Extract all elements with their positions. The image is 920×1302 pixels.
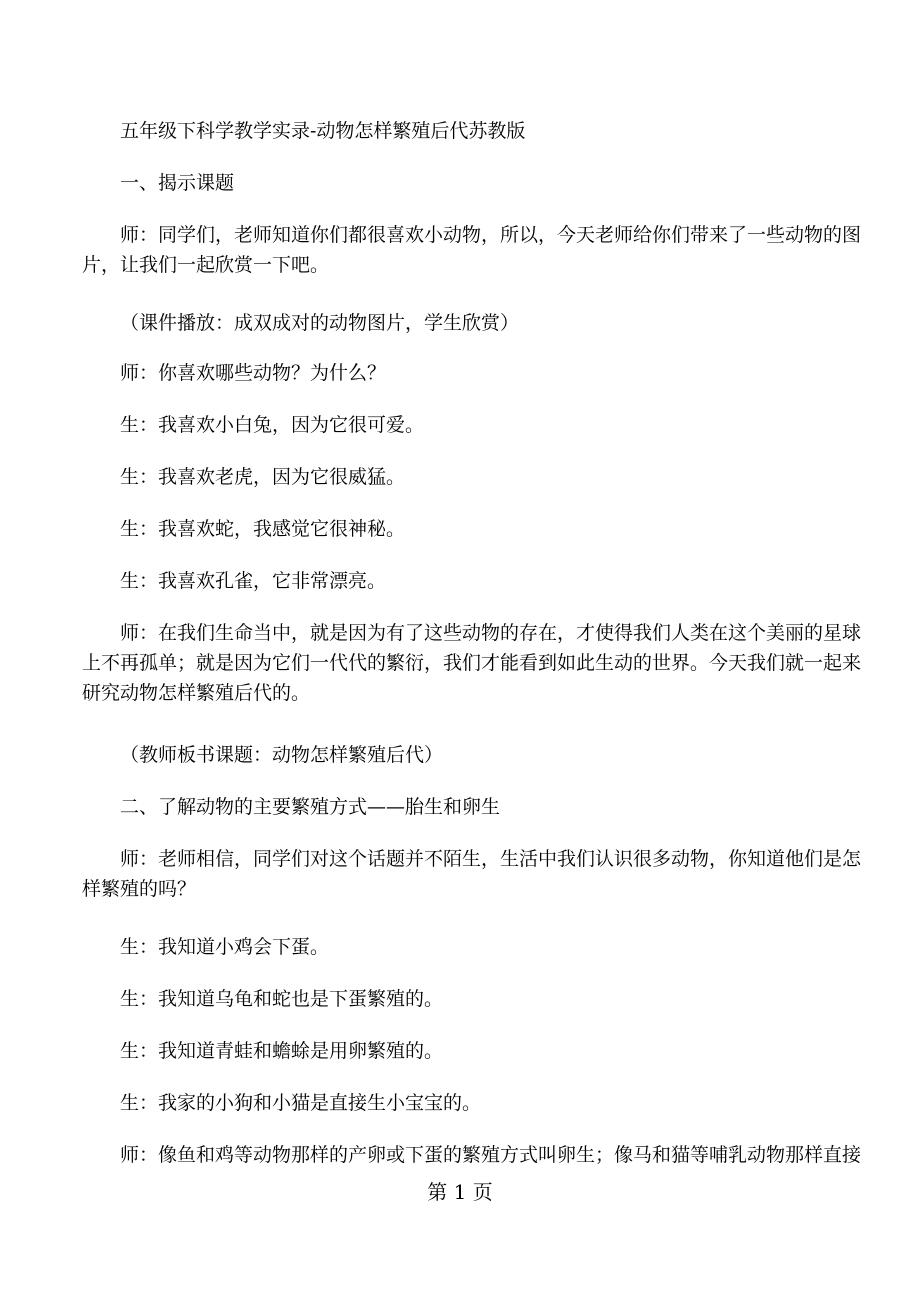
paragraph-line: 生：我知道乌龟和蛇也是下蛋繁殖的。	[120, 988, 444, 1010]
page-footer: 第 1 页	[427, 1180, 493, 1204]
paragraph-line: 生：我喜欢孔雀，它非常漂亮。	[120, 570, 387, 592]
paragraph-line: （课件播放：成双成对的动物图片，学生欣赏）	[120, 312, 520, 334]
paragraph-line: 研究动物怎样繁殖后代的。	[82, 682, 311, 704]
paragraph-line: 生：我知道青蛙和蟾蜍是用卵繁殖的。	[120, 1040, 444, 1062]
paragraph-line: 一、揭示课题	[120, 172, 235, 194]
paragraph-line: 生：我喜欢小白兔，因为它很可爱。	[120, 414, 425, 436]
document-title: 五年级下科学教学实录-动物怎样繁殖后代苏教版	[120, 120, 526, 142]
paragraph-line: 上不再孤单；就是因为它们一代代的繁衍，我们才能看到如此生动的世界。今天我们就一起来	[82, 652, 862, 674]
paragraph-line: 师：同学们，老师知道你们都很喜欢小动物，所以，今天老师给你们带来了一些动物的图	[120, 224, 862, 246]
paragraph-line: （教师板书课题：动物怎样繁殖后代）	[120, 744, 444, 766]
paragraph-line: 样繁殖的吗？	[82, 878, 197, 900]
paragraph-line: 师：在我们生命当中，就是因为有了这些动物的存在，才使得我们人类在这个美丽的星球	[120, 622, 862, 644]
paragraph-line: 二、了解动物的主要繁殖方式——胎生和卵生	[120, 796, 501, 818]
paragraph-line: 生：我知道小鸡会下蛋。	[120, 936, 330, 958]
paragraph-line: 师：你喜欢哪些动物？为什么？	[120, 362, 387, 384]
paragraph-line: 生：我喜欢蛇，我感觉它很神秘。	[120, 518, 406, 540]
paragraph-line: 生：我喜欢老虎，因为它很威猛。	[120, 466, 406, 488]
paragraph-line: 片，让我们一起欣赏一下吧。	[82, 254, 330, 276]
paragraph-line: 生：我家的小狗和小猫是直接生小宝宝的。	[120, 1092, 482, 1114]
paragraph-line: 师：像鱼和鸡等动物那样的产卵或下蛋的繁殖方式叫卵生；像马和猫等哺乳动物那样直接	[120, 1144, 862, 1166]
paragraph-line: 师：老师相信，同学们对这个话题并不陌生，生活中我们认识很多动物，你知道他们是怎	[120, 848, 862, 870]
